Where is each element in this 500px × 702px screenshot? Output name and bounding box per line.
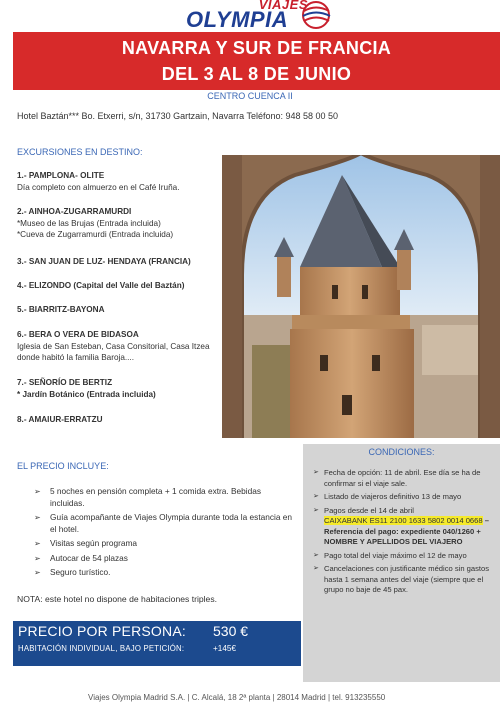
payment-reference: – Referencia del pago: expediente 040/1260 + NOMBRE Y APELLIDOS DEL VIAJERO	[324, 516, 489, 546]
title-banner	[13, 32, 500, 90]
includes-item: ➢ Visitas según programa	[34, 538, 296, 550]
title-line-2: DEL 3 AL 8 DE JUNIO	[161, 64, 352, 84]
condition-item: ➢ Pago total del viaje máximo el 12 de mayo	[313, 551, 493, 562]
logo-main-word: OLYMPIA	[186, 7, 289, 32]
conditions-panel	[303, 444, 500, 682]
excursion-title: 4.- ELIZONDO (Capital del Valle del Baztán)	[17, 281, 185, 290]
viajes-olympia-logo	[186, 0, 334, 34]
includes-item: ➢ Seguro turístico.	[34, 567, 296, 579]
excursions-heading: EXCURSIONES EN DESTINO:	[17, 147, 143, 157]
excursion-item	[17, 206, 217, 241]
bank-account: CAIXABANK ES11 2100 1633 5802 0014 0668	[324, 516, 483, 525]
excursion-item	[17, 377, 217, 400]
excursion-item	[17, 280, 217, 292]
hotel-info: Hotel Baztán*** Bo. Etxerri, s/n, 31730 Gartzain, Navarra Teléfono: 948 58 00 50	[17, 111, 339, 121]
conditions-list	[313, 468, 493, 599]
excursion-title: 8.- AMAIUR-ERRATZU	[17, 415, 103, 424]
includes-list	[34, 486, 296, 582]
excursion-title: 5.- BIARRITZ-BAYONA	[17, 305, 105, 314]
excursion-title: 2.- AINHOA-ZUGARRAMURDI	[17, 207, 132, 216]
excursion-item	[17, 170, 217, 193]
includes-item: ➢ Guía acompañante de Viajes Olympia durante toda la estancia en el hotel.	[34, 512, 296, 535]
excursion-title: 6.- BERA O VERA DE BIDASOA	[17, 330, 139, 339]
excursion-title: 7.- SEÑORÍO DE BERTIZ	[17, 378, 113, 387]
price-box	[13, 621, 301, 666]
globe-icon	[298, 0, 334, 30]
excursion-title: 3.- SAN JUAN DE LUZ- HENDAYA (FRANCIA)	[17, 257, 191, 266]
excursion-item	[17, 329, 217, 364]
excursion-detail: *Cueva de Zugarramurdi (Entrada incluida)	[17, 230, 174, 239]
subtitle: CENTRO CUENCA II	[207, 91, 293, 101]
price-value: 530 €	[213, 623, 249, 639]
includes-item: ➢ Autocar de 54 plazas	[34, 553, 296, 565]
title-line-1: NAVARRA Y SUR DE FRANCIA	[121, 38, 392, 58]
condition-item: ➢ Cancelaciones con justificante médico sin gastos hasta 1 semana antes del viaje (siempre que el grupo no baje de 45 pax.	[313, 564, 493, 596]
single-room-label: HABITACIÓN INDIVIDUAL, BAJO PETICIÓN:	[18, 644, 185, 653]
footer-address: Viajes Olympia Madrid S.A. | C. Alcalá, 18 2ª planta | 28014 Madrid | tel. 913235550	[88, 693, 386, 702]
excursion-detail: Día completo con almuerzo en el Café Iruña.	[17, 182, 180, 192]
conditions-heading: CONDICIONES:	[368, 447, 435, 457]
excursion-item	[17, 304, 217, 316]
condition-item: ➢ Fecha de opción: 11 de abril. Ese día se ha de confirmar si el viaje sale.	[313, 468, 493, 489]
excursion-detail: *Museo de las Brujas (Entrada incluida)	[17, 218, 161, 228]
payment-start: Pagos desde el 14 de abril	[324, 505, 414, 515]
excursion-title: 1.- PAMPLONA- OLITE	[17, 171, 105, 180]
includes-item: ➢ 5 noches en pensión completa + 1 comida extra. Bebidas incluidas.	[34, 486, 296, 509]
excursion-detail: Iglesia de San Esteban, Casa Consitorial, Casa Itzea donde habitó la familia Baroja....	[17, 341, 210, 362]
condition-item: ➢ Listado de viajeros definitivo 13 de mayo	[313, 492, 493, 503]
excursion-item	[17, 256, 217, 268]
logo-top-word: VIAJES	[258, 0, 308, 12]
condition-item	[313, 506, 493, 548]
excursion-item	[17, 414, 217, 426]
excursion-detail: * Jardín Botánico (Entrada incluida)	[17, 389, 156, 399]
castle-photo	[222, 155, 500, 438]
price-label: PRECIO POR PERSONA:	[18, 623, 186, 639]
includes-heading: EL PRECIO INCLUYE:	[17, 461, 109, 471]
hotel-note: NOTA: este hotel no dispone de habitaciones triples.	[17, 594, 218, 604]
single-room-value: +145€	[213, 644, 236, 653]
